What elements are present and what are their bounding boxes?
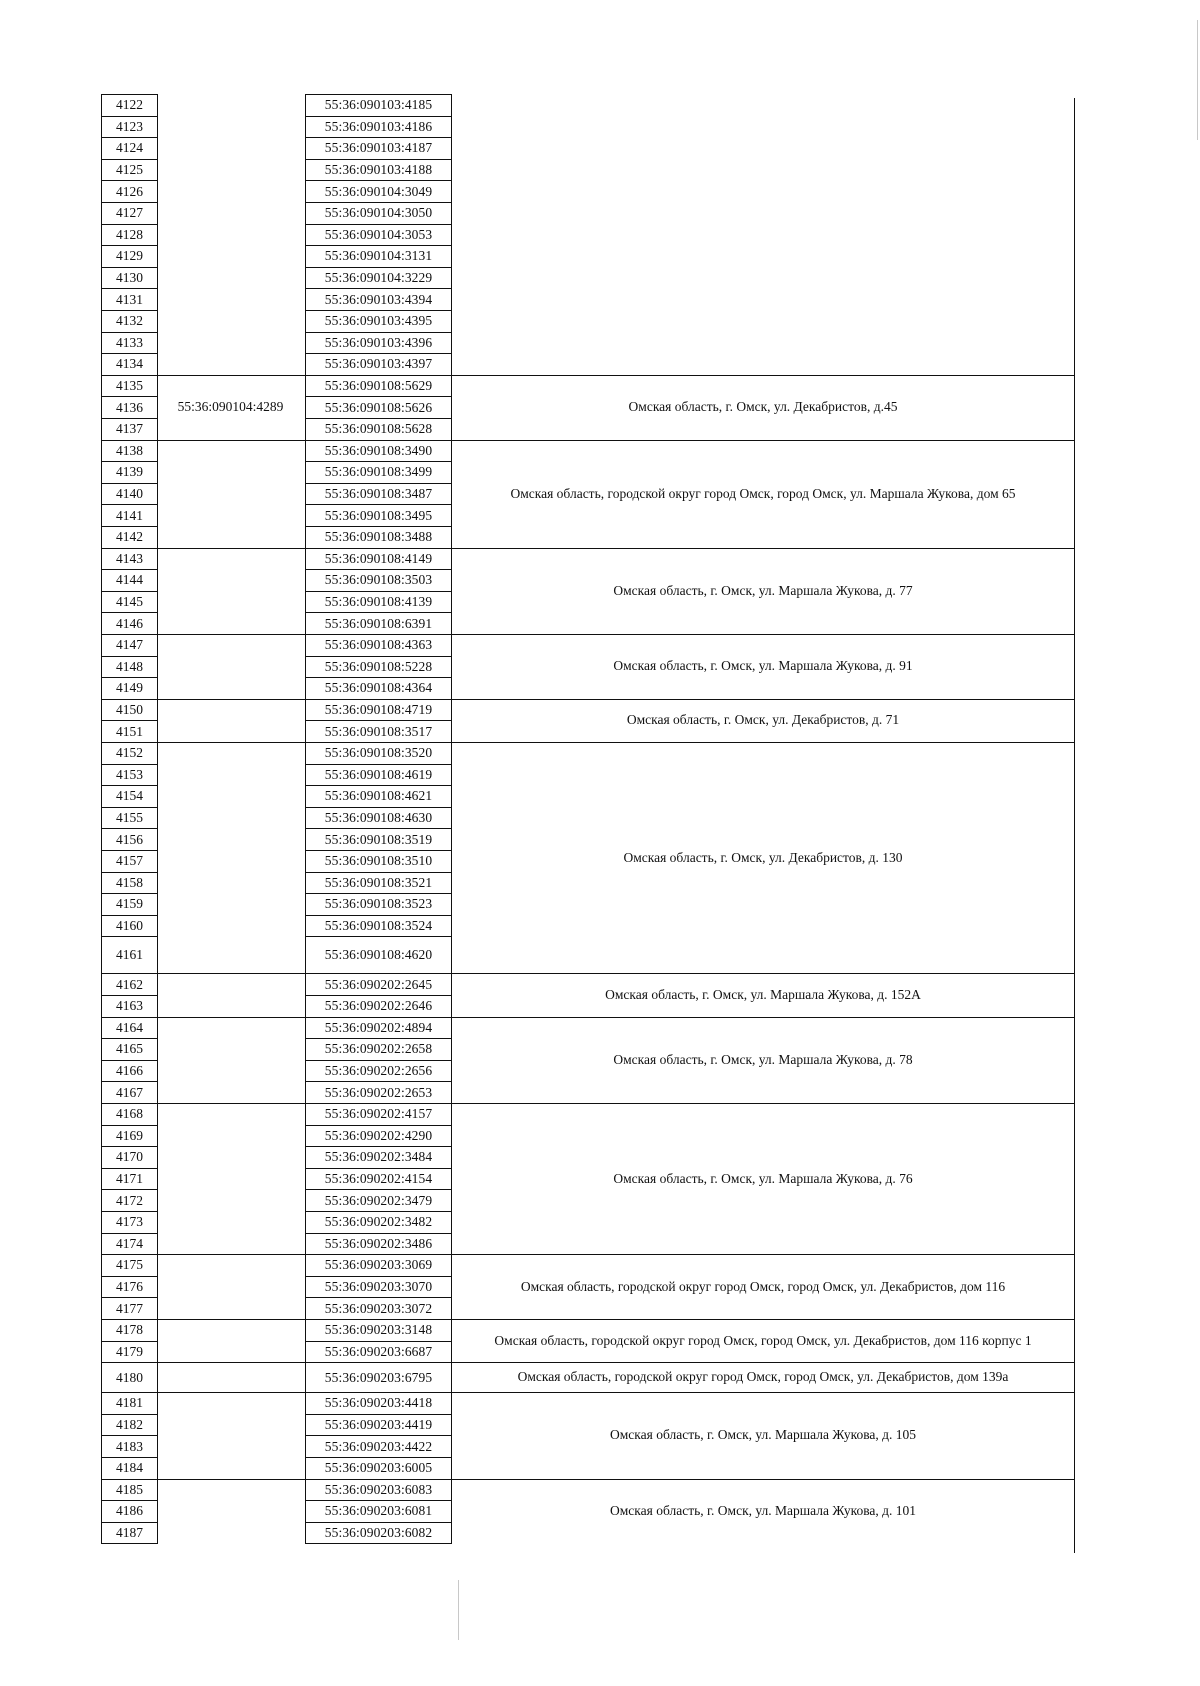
- address-cell: Омская область, г. Омск, ул. Маршала Жукова, д. 76: [613, 1170, 913, 1186]
- cadastral-number-cell: 55:36:090103:4187: [305, 137, 452, 160]
- row-number-cell: 4183: [101, 1435, 158, 1458]
- row-number-cell: 4133: [101, 332, 158, 355]
- row-number-cell: 4142: [101, 526, 158, 549]
- row-number-cell: 4145: [101, 591, 158, 614]
- row-number-cell: 4132: [101, 310, 158, 333]
- row-number-cell: 4170: [101, 1146, 158, 1169]
- address-cell: Омская область, городской округ город Омск, город Омск, ул. Маршала Жукова, дом 65: [510, 485, 1016, 501]
- cadastral-number-cell: 55:36:090203:6082: [305, 1522, 452, 1545]
- cadastral-number-cell: 55:36:090108:3519: [305, 828, 452, 851]
- group-divider: [158, 1103, 305, 1104]
- cadastral-number-cell: 55:36:090202:2646: [305, 995, 452, 1018]
- scan-mark: [458, 1580, 459, 1640]
- group-divider: [158, 973, 305, 974]
- address-cell: Омская область, городской округ город Омск, город Омск, ул. Декабристов, дом 116: [520, 1278, 1006, 1294]
- row-number-cell: 4157: [101, 850, 158, 873]
- cadastral-number-cell: 55:36:090202:2645: [305, 973, 452, 996]
- cadastral-number-cell: 55:36:090108:4149: [305, 548, 452, 571]
- row-number-cell: 4143: [101, 548, 158, 571]
- address-column-right-rule: [1074, 98, 1075, 1553]
- cadastral-number-cell: 55:36:090202:4157: [305, 1103, 452, 1126]
- row-number-cell: 4122: [101, 94, 158, 117]
- row-number-cell: 4131: [101, 288, 158, 311]
- row-number-cell: 4150: [101, 699, 158, 722]
- cadastral-number-cell: 55:36:090202:4154: [305, 1168, 452, 1191]
- row-number-cell: 4152: [101, 742, 158, 765]
- cadastral-number-cell: 55:36:090108:3517: [305, 720, 452, 743]
- cadastral-number-cell: 55:36:090108:4139: [305, 591, 452, 614]
- cadastral-number-cell: 55:36:090108:4719: [305, 699, 452, 722]
- row-number-cell: 4136: [101, 396, 158, 419]
- row-number-cell: 4159: [101, 893, 158, 916]
- address-cell: Омская область, г. Омск, ул. Маршала Жукова, д. 78: [613, 1051, 913, 1067]
- row-number-cell: 4151: [101, 720, 158, 743]
- row-number-cell: 4153: [101, 764, 158, 787]
- group-divider: [158, 548, 305, 549]
- cadastral-number-cell: 55:36:090203:4418: [305, 1392, 452, 1415]
- cadastral-number-cell: 55:36:090203:4419: [305, 1414, 452, 1437]
- address-cell: Омская область, г. Омск, ул. Маршала Жукова, д. 101: [610, 1502, 916, 1518]
- row-number-cell: 4146: [101, 612, 158, 635]
- cadastral-number-cell: 55:36:090202:3486: [305, 1233, 452, 1256]
- row-number-cell: 4156: [101, 828, 158, 851]
- cadastral-number-cell: 55:36:090104:3050: [305, 202, 452, 225]
- address-cell: Омская область, г. Омск, ул. Маршала Жукова, д. 91: [613, 658, 913, 674]
- row-number-cell: 4123: [101, 116, 158, 139]
- cadastral-number-cell: 55:36:090108:5228: [305, 656, 452, 679]
- cadastral-number-cell: 55:36:090202:4290: [305, 1125, 452, 1148]
- cadastral-number-cell: 55:36:090108:4364: [305, 677, 452, 700]
- cadastral-number-cell: 55:36:090104:3049: [305, 180, 452, 203]
- cadastral-number-cell: 55:36:090108:3503: [305, 569, 452, 592]
- row-number-cell: 4126: [101, 180, 158, 203]
- cadastral-number-cell: 55:36:090202:2653: [305, 1081, 452, 1104]
- address-cell: Омская область, городской округ город Омск, город Омск, ул. Декабристов, дом 116 корпус 1: [494, 1332, 1032, 1348]
- row-number-cell: 4173: [101, 1211, 158, 1234]
- row-number-cell: 4185: [101, 1479, 158, 1502]
- address-cell: Омская область, г. Омск, ул. Декабристов, д.45: [628, 399, 898, 415]
- cadastral-number-cell: 55:36:090203:4422: [305, 1435, 452, 1458]
- row-number-cell: 4137: [101, 418, 158, 441]
- address-cell: Омская область, г. Омск, ул. Маршала Жукова, д. 77: [613, 582, 913, 598]
- row-number-cell: 4134: [101, 353, 158, 376]
- cadastral-number-cell: 55:36:090108:4621: [305, 785, 452, 808]
- row-number-cell: 4161: [101, 936, 158, 974]
- row-number-cell: 4130: [101, 267, 158, 290]
- row-number-cell: 4181: [101, 1392, 158, 1415]
- address-cell: Омская область, г. Омск, ул. Декабристов, д. 130: [623, 849, 903, 865]
- row-number-cell: 4165: [101, 1038, 158, 1061]
- cadastral-number-cell: 55:36:090103:4394: [305, 288, 452, 311]
- cadastral-number-cell: 55:36:090202:4894: [305, 1017, 452, 1040]
- row-number-cell: 4164: [101, 1017, 158, 1040]
- cadastral-number-cell: 55:36:090203:3069: [305, 1254, 452, 1277]
- cadastral-number-cell: 55:36:090203:6083: [305, 1479, 452, 1502]
- cadastral-number-cell: 55:36:090202:2656: [305, 1060, 452, 1083]
- row-number-cell: 4160: [101, 915, 158, 938]
- row-number-cell: 4147: [101, 634, 158, 657]
- cadastral-number-cell: 55:36:090203:6687: [305, 1341, 452, 1364]
- row-number-cell: 4148: [101, 656, 158, 679]
- row-number-cell: 4162: [101, 973, 158, 996]
- cadastral-number-cell: 55:36:090203:6081: [305, 1500, 452, 1523]
- cadastral-number-cell: 55:36:090108:3523: [305, 893, 452, 916]
- cadastral-number-cell: 55:36:090104:3053: [305, 224, 452, 247]
- row-number-cell: 4135: [101, 375, 158, 398]
- cadastral-number-cell: 55:36:090202:3482: [305, 1211, 452, 1234]
- group-divider: [158, 1017, 305, 1018]
- address-cell: Омская область, г. Омск, ул. Маршала Жукова, д. 105: [610, 1427, 916, 1443]
- cadastral-number-cell: 55:36:090108:5626: [305, 396, 452, 419]
- row-number-cell: 4129: [101, 245, 158, 268]
- cadastral-number-cell: 55:36:090108:3524: [305, 915, 452, 938]
- row-number-cell: 4180: [101, 1362, 158, 1393]
- address-cell: Омская область, г. Омск, ул. Маршала Жукова, д. 152А: [605, 986, 921, 1002]
- row-number-cell: 4154: [101, 785, 158, 808]
- cadastral-number-cell: 55:36:090103:4185: [305, 94, 452, 117]
- cadastral-number-cell: 55:36:090108:3488: [305, 526, 452, 549]
- cadastral-number-cell: 55:36:090108:4620: [305, 936, 452, 974]
- cadastral-number-cell: 55:36:090203:3072: [305, 1297, 452, 1320]
- row-number-cell: 4176: [101, 1276, 158, 1299]
- cadastral-number-cell: 55:36:090108:3510: [305, 850, 452, 873]
- row-number-cell: 4178: [101, 1319, 158, 1342]
- row-number-cell: 4127: [101, 202, 158, 225]
- row-number-cell: 4171: [101, 1168, 158, 1191]
- cadastral-number-cell: 55:36:090108:3490: [305, 440, 452, 463]
- row-number-cell: 4138: [101, 440, 158, 463]
- cadastral-number-cell: 55:36:090103:4397: [305, 353, 452, 376]
- group-divider: [158, 1254, 305, 1255]
- cadastral-number-cell: 55:36:090108:6391: [305, 612, 452, 635]
- cadastral-number-cell: 55:36:090202:3484: [305, 1146, 452, 1169]
- scan-mark: [1197, 20, 1198, 140]
- cadastral-number-cell: 55:36:090203:3148: [305, 1319, 452, 1342]
- cadastral-number-cell: 55:36:090103:4188: [305, 159, 452, 182]
- cadastral-number-cell: 55:36:090108:5628: [305, 418, 452, 441]
- group-divider: [158, 634, 305, 635]
- row-number-cell: 4128: [101, 224, 158, 247]
- row-number-cell: 4163: [101, 995, 158, 1018]
- cadastral-number-cell: 55:36:090203:6795: [305, 1362, 452, 1393]
- group-divider: [158, 699, 305, 700]
- row-number-cell: 4179: [101, 1341, 158, 1364]
- cadastral-number-cell: 55:36:090202:3479: [305, 1189, 452, 1212]
- cadastral-number-cell: 55:36:090108:4619: [305, 764, 452, 787]
- cadastral-number-cell: 55:36:090104:3229: [305, 267, 452, 290]
- row-number-cell: 4140: [101, 483, 158, 506]
- cadastral-number-cell: 55:36:090104:3131: [305, 245, 452, 268]
- row-number-cell: 4141: [101, 504, 158, 527]
- row-number-cell: 4175: [101, 1254, 158, 1277]
- cadastral-number-cell: 55:36:090203:3070: [305, 1276, 452, 1299]
- row-number-cell: 4124: [101, 137, 158, 160]
- cadastral-number-cell: 55:36:090108:4363: [305, 634, 452, 657]
- cadastral-number-cell: 55:36:090103:4186: [305, 116, 452, 139]
- cadastral-number-cell: 55:36:090103:4395: [305, 310, 452, 333]
- cadastral-number-cell: 55:36:090108:3499: [305, 461, 452, 484]
- row-number-cell: 4174: [101, 1233, 158, 1256]
- group-divider: [158, 1362, 305, 1363]
- row-number-cell: 4144: [101, 569, 158, 592]
- cadastral-number-cell: 55:36:090108:3520: [305, 742, 452, 765]
- cadastral-number-cell: 55:36:090108:3495: [305, 504, 452, 527]
- row-number-cell: 4169: [101, 1125, 158, 1148]
- row-number-cell: 4158: [101, 872, 158, 895]
- cadastral-number-cell: 55:36:090108:3521: [305, 872, 452, 895]
- row-number-cell: 4172: [101, 1189, 158, 1212]
- row-number-cell: 4177: [101, 1297, 158, 1320]
- group-divider: [158, 742, 305, 743]
- row-number-cell: 4155: [101, 807, 158, 830]
- row-number-cell: 4168: [101, 1103, 158, 1126]
- parent-cadastral-number: 55:36:090104:4289: [177, 399, 284, 415]
- address-cell: Омская область, г. Омск, ул. Декабристов, д. 71: [626, 712, 900, 728]
- address-cell: Омская область, городской округ город Омск, город Омск, ул. Декабристов, дом 139а: [517, 1369, 1009, 1385]
- row-number-cell: 4186: [101, 1500, 158, 1523]
- group-divider: [158, 1392, 305, 1393]
- cadastral-number-cell: 55:36:090108:4630: [305, 807, 452, 830]
- cadastral-number-cell: 55:36:090202:2658: [305, 1038, 452, 1061]
- cadastral-number-cell: 55:36:090108:3487: [305, 483, 452, 506]
- row-number-cell: 4187: [101, 1522, 158, 1545]
- row-number-cell: 4166: [101, 1060, 158, 1083]
- row-number-cell: 4182: [101, 1414, 158, 1437]
- row-number-cell: 4125: [101, 159, 158, 182]
- row-number-cell: 4149: [101, 677, 158, 700]
- row-number-cell: 4167: [101, 1081, 158, 1104]
- group-divider: [158, 375, 305, 376]
- group-divider: [158, 440, 305, 441]
- cadastral-number-cell: 55:36:090203:6005: [305, 1457, 452, 1480]
- cadastral-number-cell: 55:36:090103:4396: [305, 332, 452, 355]
- group-divider: [158, 1319, 305, 1320]
- cadastral-number-cell: 55:36:090108:5629: [305, 375, 452, 398]
- group-divider: [158, 1479, 305, 1480]
- row-number-cell: 4139: [101, 461, 158, 484]
- address-cell: [452, 94, 1074, 375]
- row-number-cell: 4184: [101, 1457, 158, 1480]
